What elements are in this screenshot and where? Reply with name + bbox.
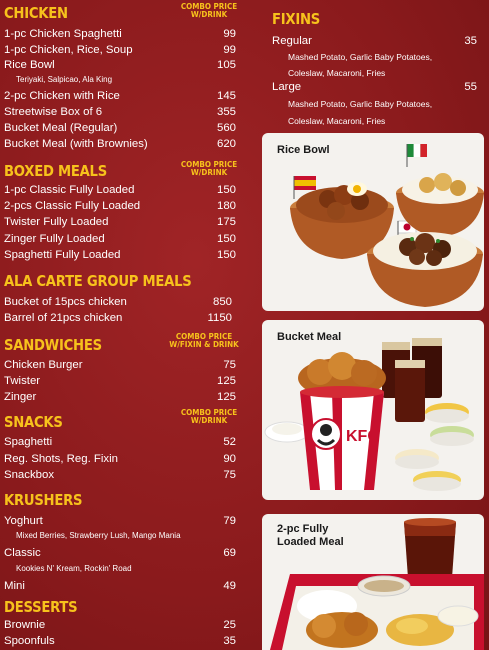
photo-card-loaded-meal <box>262 514 484 650</box>
item-price: 125 <box>216 375 236 387</box>
menu-item <box>4 120 244 136</box>
item-note: Mashed Potato, Garlic Baby Potatoes, <box>288 52 433 62</box>
item-price: 79 <box>223 515 236 527</box>
item-price: 1150 <box>207 312 232 324</box>
item-name: Bucket Meal (Regular) <box>4 122 118 134</box>
rice-bowl-illustration <box>262 133 484 311</box>
item-name: Reg. Shots, Reg. Fixin <box>4 453 118 465</box>
menu-item <box>4 182 244 198</box>
menu-item <box>4 26 244 42</box>
item-note: Mixed Berries, Strawberry Lush, Mango Mania <box>16 531 181 540</box>
item-price: 150 <box>216 233 236 245</box>
item-name: Snackbox <box>4 469 55 481</box>
bucket-meal-illustration <box>262 320 484 500</box>
item-name: Barrel of 21pcs chicken <box>4 312 123 324</box>
item-price: 180 <box>216 200 236 212</box>
item-name: Bucket of 15pcs chicken <box>4 296 127 308</box>
loaded-meal-illustration <box>262 514 484 650</box>
menu-item <box>4 545 244 561</box>
menu-item <box>4 136 244 152</box>
menu-item <box>4 198 244 214</box>
item-name: Large <box>272 81 302 93</box>
menu-item <box>4 513 244 529</box>
item-price: 25 <box>223 619 236 631</box>
bucket-brand-text: KFC <box>346 428 379 445</box>
item-price: 125 <box>216 391 236 403</box>
menu-item <box>4 231 244 247</box>
item-name: Spaghetti Fully Loaded <box>4 249 121 261</box>
menu-item <box>4 214 244 230</box>
menu-item <box>4 88 244 104</box>
item-price: 150 <box>216 249 236 261</box>
item-price: 49 <box>223 580 236 592</box>
item-price: 35 <box>464 35 477 47</box>
menu-item <box>272 80 477 95</box>
item-price: 75 <box>223 359 236 371</box>
item-name: 2-pcs Classic Fully Loaded <box>4 200 141 212</box>
combo-label-boxed: COMBO PRICE W/DRINK <box>180 160 238 177</box>
item-price: 850 <box>212 296 232 308</box>
section-title-fixins: FIXINS <box>272 10 320 28</box>
combo-label-sandwiches: COMBO PRICE W/FIXIN & DRINK <box>169 332 239 349</box>
menu-item <box>4 389 244 405</box>
section-title-ala-carte: ALA CARTE GROUP MEALS <box>4 272 192 290</box>
menu-item <box>4 434 244 450</box>
menu-item <box>272 34 477 49</box>
item-price: 620 <box>216 138 236 150</box>
menu-item <box>4 357 244 373</box>
item-name: Rice Bowl <box>4 59 55 71</box>
menu-item <box>4 247 244 263</box>
section-title-desserts: DESSERTS <box>4 598 78 616</box>
item-name: Mini <box>4 580 25 592</box>
item-name: Chicken Burger <box>4 359 83 371</box>
item-price: 150 <box>216 184 236 196</box>
card-title: Rice Bowl <box>277 144 330 156</box>
menu-item <box>4 633 244 649</box>
menu-item <box>4 42 244 58</box>
item-name: Streetwise Box of 6 <box>4 106 103 118</box>
menu-item <box>4 57 244 73</box>
section-title-snacks: SNACKS <box>4 413 63 431</box>
item-price: 145 <box>216 90 236 102</box>
item-price: 90 <box>223 453 236 465</box>
menu-item <box>4 373 244 389</box>
item-price: 355 <box>216 106 236 118</box>
item-price: 55 <box>464 81 477 93</box>
menu-item <box>4 451 244 467</box>
item-name: Regular <box>272 35 312 47</box>
card-title-line2: Loaded Meal <box>277 536 344 548</box>
item-name: 1-pc Classic Fully Loaded <box>4 184 135 196</box>
item-name: Zinger <box>4 391 37 403</box>
item-price: 69 <box>223 547 236 559</box>
item-note: Coleslaw, Macaroni, Fries <box>288 116 386 126</box>
item-name: Zinger Fully Loaded <box>4 233 105 245</box>
item-name: Yoghurt <box>4 515 43 527</box>
item-name: 1-pc Chicken, Rice, Soup <box>4 44 133 56</box>
item-price: 175 <box>216 216 236 228</box>
item-price: 99 <box>223 28 236 40</box>
item-name: Twister Fully Loaded <box>4 216 109 228</box>
item-price: 105 <box>216 59 236 71</box>
card-title: Bucket Meal <box>277 331 342 343</box>
item-name: 2-pc Chicken with Rice <box>4 90 120 102</box>
menu-item <box>4 467 244 483</box>
item-note: Teriyaki, Salpicao, Ala King <box>16 75 113 84</box>
item-name: Classic <box>4 547 41 559</box>
combo-label-snacks: COMBO PRICE W/DRINK <box>180 408 238 425</box>
item-price: 560 <box>216 122 236 134</box>
item-price: 99 <box>223 44 236 56</box>
item-name: 1-pc Chicken Spaghetti <box>4 28 122 40</box>
section-title-sandwiches: SANDWICHES <box>4 336 102 354</box>
item-price: 75 <box>223 469 236 481</box>
menu-item <box>4 617 244 633</box>
section-title-chicken: CHICKEN <box>4 4 68 22</box>
item-name: Bucket Meal (with Brownies) <box>4 138 148 150</box>
combo-label-chicken: COMBO PRICE W/DRINK <box>180 2 238 19</box>
section-title-boxed-meals: BOXED MEALS <box>4 162 107 180</box>
menu-item <box>4 294 244 310</box>
item-name: Spoonfuls <box>4 635 55 647</box>
photo-card-bucket-meal <box>262 320 484 500</box>
item-price: 35 <box>223 635 236 647</box>
menu-item <box>4 578 244 594</box>
item-name: Brownie <box>4 619 46 631</box>
item-note: Mashed Potato, Garlic Baby Potatoes, <box>288 99 433 109</box>
card-title-line1: 2-pc Fully <box>277 523 329 535</box>
item-name: Twister <box>4 375 41 387</box>
menu-item <box>4 104 244 120</box>
item-note: Kookies N' Kream, Rockin' Road <box>16 564 132 573</box>
menu-right-column <box>262 0 489 650</box>
item-name: Spaghetti <box>4 436 53 448</box>
item-price: 52 <box>223 436 236 448</box>
section-title-krushers: KRUSHERS <box>4 491 83 509</box>
photo-card-rice-bowl <box>262 133 484 311</box>
menu-item <box>4 310 244 326</box>
item-note: Coleslaw, Macaroni, Fries <box>288 68 386 78</box>
